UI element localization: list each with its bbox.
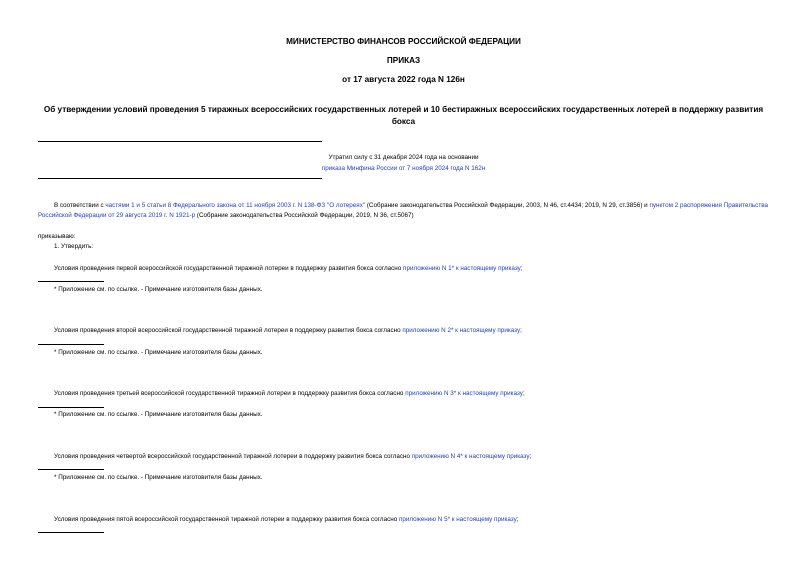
footnote: * Приложение см. по ссылке. - Примечание изготовителя базы данных. [54, 411, 263, 418]
preamble-text: (Собрание законодательства Российской Федерации, 2019, N 36, ст.5067) [195, 212, 414, 219]
appendix-link[interactable]: приложению N 4* к настоящему приказу [411, 453, 530, 460]
footnote-divider [38, 469, 104, 470]
ministry-heading: МИНИСТЕРСТВО ФИНАНСОВ РОССИЙСКОЙ ФЕДЕРАЦИИ [286, 37, 521, 46]
footnote-divider [38, 532, 104, 533]
footnote: * Приложение см. по ссылке. - Примечание изготовителя базы данных. [54, 349, 263, 356]
order-word: приказываю: [38, 233, 76, 240]
footnote-divider [38, 281, 104, 282]
condition-end: ; [516, 516, 519, 523]
item-1: 1. Утвердить: [54, 243, 94, 250]
condition-end: ; [529, 453, 532, 460]
preamble-text: (Собрание законодательства Российской Федерации, 2003, N 46, ст.4434; 2019, N 29, ст.3856) и [365, 202, 650, 209]
appendix-link[interactable]: приложению N 1* к настоящему приказу [403, 265, 521, 272]
status-link-row [0, 164, 807, 174]
divider [38, 141, 322, 142]
condition-text: Условия проведения пятой всероссийской государственной тиражной лотереи в поддержку развития бокса согласно [54, 516, 399, 523]
status-note: Утратил силу с 31 декабря 2024 года на основании [328, 154, 479, 161]
condition-paragraph [54, 389, 525, 399]
appendix-link[interactable]: приложению N 3* к настоящему приказу [405, 390, 523, 397]
decree-link[interactable]: пунктом 2 распоряжения Правительства Российской Федерации от 29 августа 2019 г. N 1921-р [38, 202, 768, 219]
footnote: * Приложение см. по ссылке. - Примечание изготовителя базы данных. [54, 474, 263, 481]
condition-text: Условия проведения первой всероссийской государственной тиражной лотереи в поддержку развития бокса согласно [54, 265, 404, 272]
preamble-paragraph [38, 201, 771, 221]
condition-text: Условия проведения третьей всероссийской государственной тиражной лотереи в поддержку развития бокса согласно [54, 390, 406, 397]
appendix-link[interactable]: приложению N 2* к настоящему приказу [402, 327, 521, 334]
date-number-heading: от 17 августа 2022 года N 126н [342, 75, 465, 84]
condition-text: Условия проведения четвертой всероссийской государственной тиражной лотереи в поддержку развития бокса согласно [54, 453, 412, 460]
footnote-divider [38, 344, 104, 345]
divider [38, 178, 322, 179]
condition-end: ; [520, 265, 523, 272]
condition-paragraph [54, 452, 531, 462]
condition-end: ; [522, 390, 525, 397]
condition-paragraph [54, 326, 522, 336]
doc-type-heading: ПРИКАЗ [386, 56, 421, 65]
document-title: Об утверждении условий проведения 5 тиражных всероссийских государственных лотерей и 10 бестиражных всероссийских государственных лотерей в поддержку развития бокса [43, 105, 764, 126]
preamble-text: В соответствии с [54, 202, 106, 209]
repeal-order-link[interactable]: приказа Минфина России от 7 ноября 2024 года N 162н [321, 165, 486, 172]
appendix-link[interactable]: приложению N 5* к настоящему приказу [398, 516, 517, 523]
condition-paragraph [54, 264, 523, 274]
footnote: * Приложение см. по ссылке. - Примечание изготовителя базы данных. [54, 286, 263, 293]
condition-text: Условия проведения второй всероссийской государственной тиражной лотереи в поддержку развития бокса согласно [54, 327, 403, 334]
condition-end: ; [520, 327, 522, 334]
law-link[interactable]: частями 1 и 5 статьи 8 Федерального закона от 11 ноября 2003 г. N 138-ФЗ "О лотереях" [105, 202, 366, 209]
condition-paragraph [54, 515, 519, 525]
footnote-divider [38, 407, 104, 408]
